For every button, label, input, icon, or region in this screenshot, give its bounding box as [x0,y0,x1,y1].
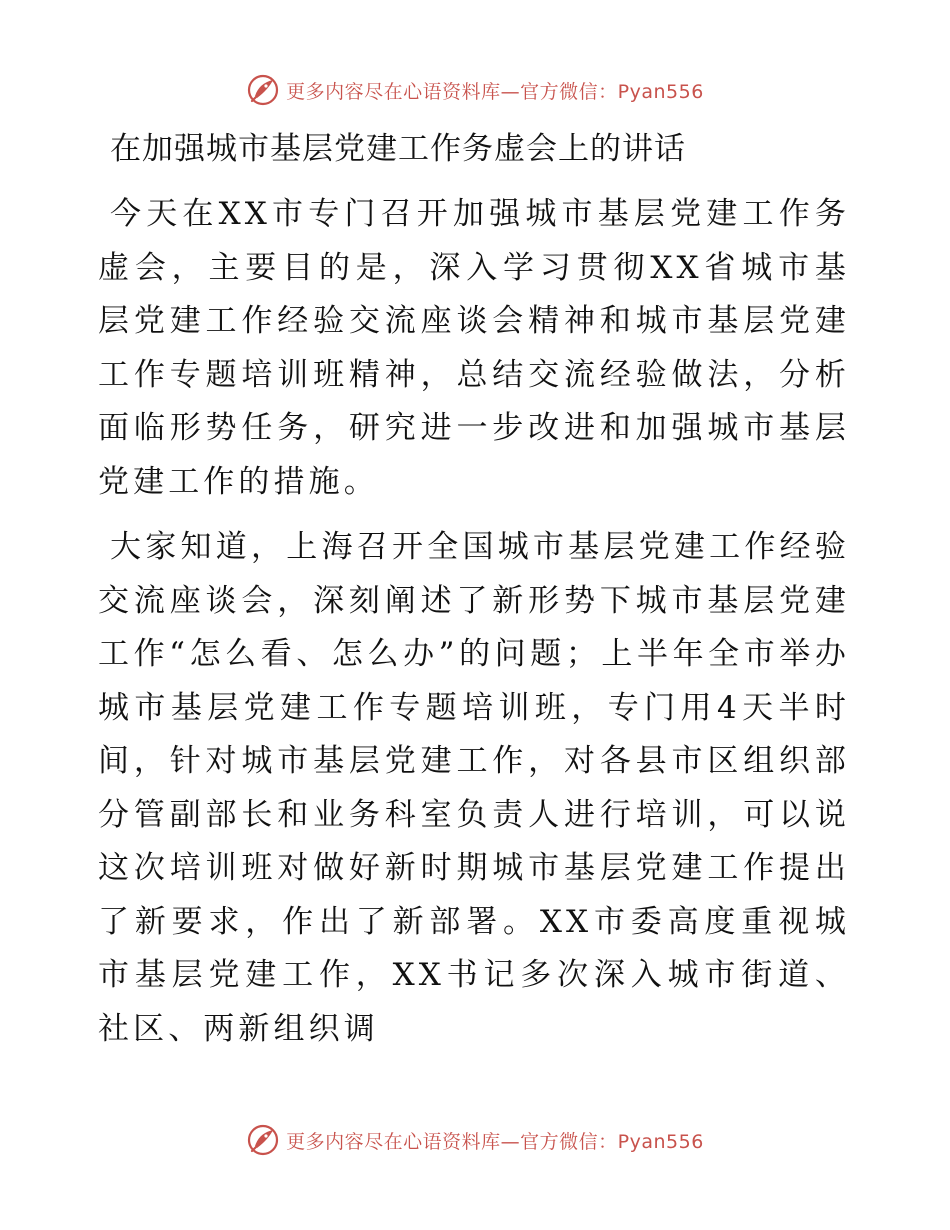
paragraph-1: 今天在XX市专门召开加强城市基层党建工作务虚会，主要目的是，深入学习贯彻XX省城市基层党建工作经验交流座谈会精神和城市基层党建工作专题培训班精神，总结交流经验做法，分析面临形势任务，研究进一步改进和加强城市基层党建工作的措施。 [98,196,850,500]
pen-nib-logo-icon [246,1123,280,1157]
watermark-text: 更多内容尽在心语资料库—官方微信：Pyan556 [286,1130,704,1153]
header-watermark [0,70,950,110]
document-body [98,122,850,1068]
pen-nib-logo-icon [246,73,280,107]
paragraph-2: 大家知道，上海召开全国城市基层党建工作经验交流座谈会，深刻阐述了新形势下城市基层党建工作“怎么看、怎么办”的问题；上半年全市举办城市基层党建工作专题培训班，专门用4天半时间，针对城市基层党建工作，对各县市区组织部分管副部长和业务科室负责人进行培训，可以说这次培训班对做好新时期城市基层党建工作提出了新要求，作出了新部署。XX市委高度重视城市基层党建工作，XX书记多次深入城市街道、社区、两新组织调 [98,529,850,1047]
footer-watermark [0,1120,950,1160]
document-title: 在加强城市基层党建工作务虚会上的讲话 [110,131,686,167]
watermark-text: 更多内容尽在心语资料库—官方微信：Pyan556 [286,80,704,103]
